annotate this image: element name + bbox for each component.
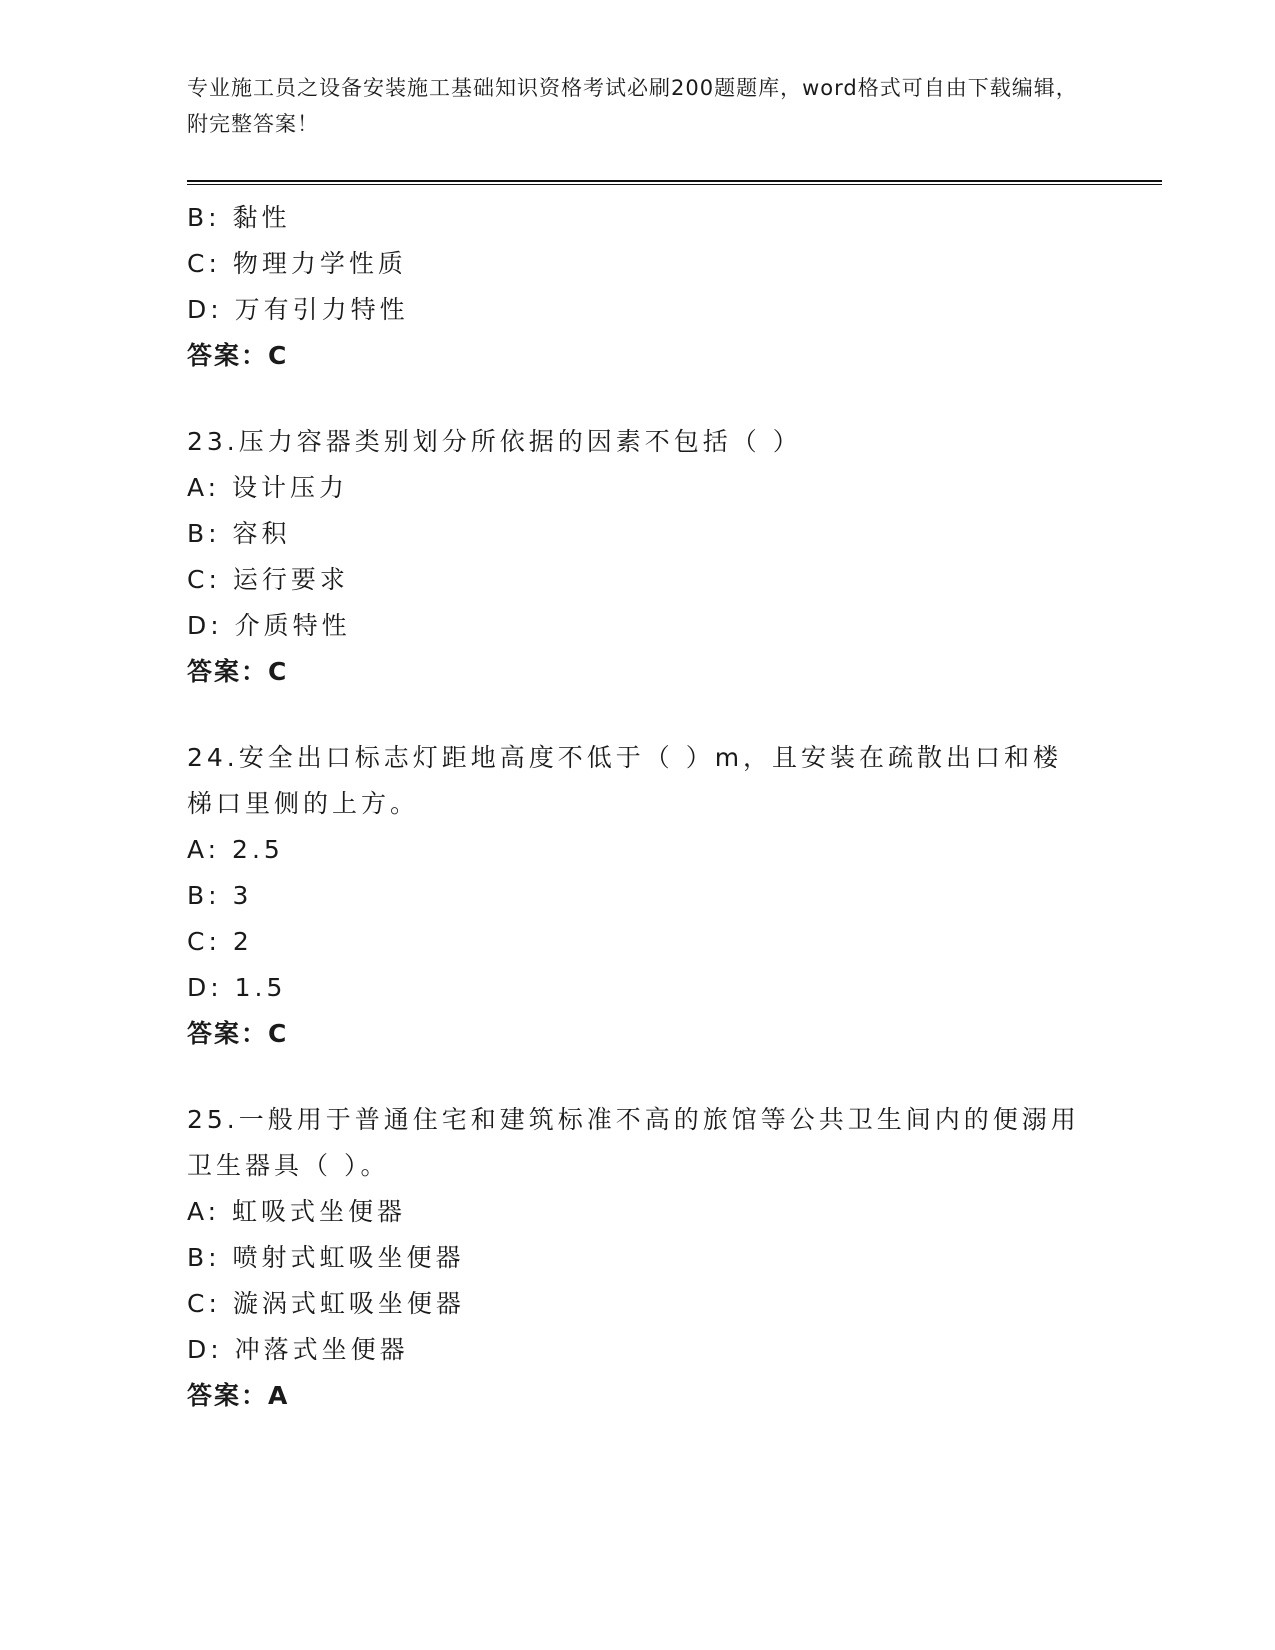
option-b: B: 黏性 <box>187 203 291 232</box>
option-c: C: 物理力学性质 <box>187 249 407 278</box>
question-22-tail <box>187 195 1162 379</box>
option-d: D: 万有引力特性 <box>187 295 409 324</box>
document-page <box>187 70 1162 1419</box>
option-c: C: 漩涡式虹吸坐便器 <box>187 1289 465 1318</box>
answer-line: 答案：A <box>187 1381 290 1410</box>
option-d: D: 1.5 <box>187 973 287 1002</box>
option-c: C: 2 <box>187 927 253 956</box>
answer-line: 答案：C <box>187 657 289 686</box>
answer-line: 答案：C <box>187 341 289 370</box>
option-a: A: 2.5 <box>187 835 284 864</box>
question-23 <box>187 419 1162 695</box>
option-b: B: 3 <box>187 881 253 910</box>
option-b: B: 容积 <box>187 519 291 548</box>
option-c: C: 运行要求 <box>187 565 349 594</box>
header-divider <box>187 180 1162 185</box>
question-text: 24.安全出口标志灯距地高度不低于（ ）m，且安装在疏散出口和楼梯口里侧的上方。 <box>187 743 1063 818</box>
option-a: A: 虹吸式坐便器 <box>187 1197 407 1226</box>
option-d: D: 冲落式坐便器 <box>187 1335 409 1364</box>
document-header: 专业施工员之设备安装施工基础知识资格考试必刷200题题库，word格式可自由下载编辑，附完整答案！ <box>187 76 1078 136</box>
option-d: D: 介质特性 <box>187 611 351 640</box>
question-text: 23.压力容器类别划分所依据的因素不包括（ ） <box>187 427 802 456</box>
question-text: 25.一般用于普通住宅和建筑标准不高的旅馆等公共卫生间内的便溺用卫生器具（ ）。 <box>187 1105 1080 1180</box>
question-list <box>187 195 1162 1419</box>
question-25 <box>187 1097 1162 1419</box>
answer-line: 答案：C <box>187 1019 289 1048</box>
option-a: A: 设计压力 <box>187 473 349 502</box>
question-24 <box>187 735 1162 1057</box>
option-b: B: 喷射式虹吸坐便器 <box>187 1243 465 1272</box>
